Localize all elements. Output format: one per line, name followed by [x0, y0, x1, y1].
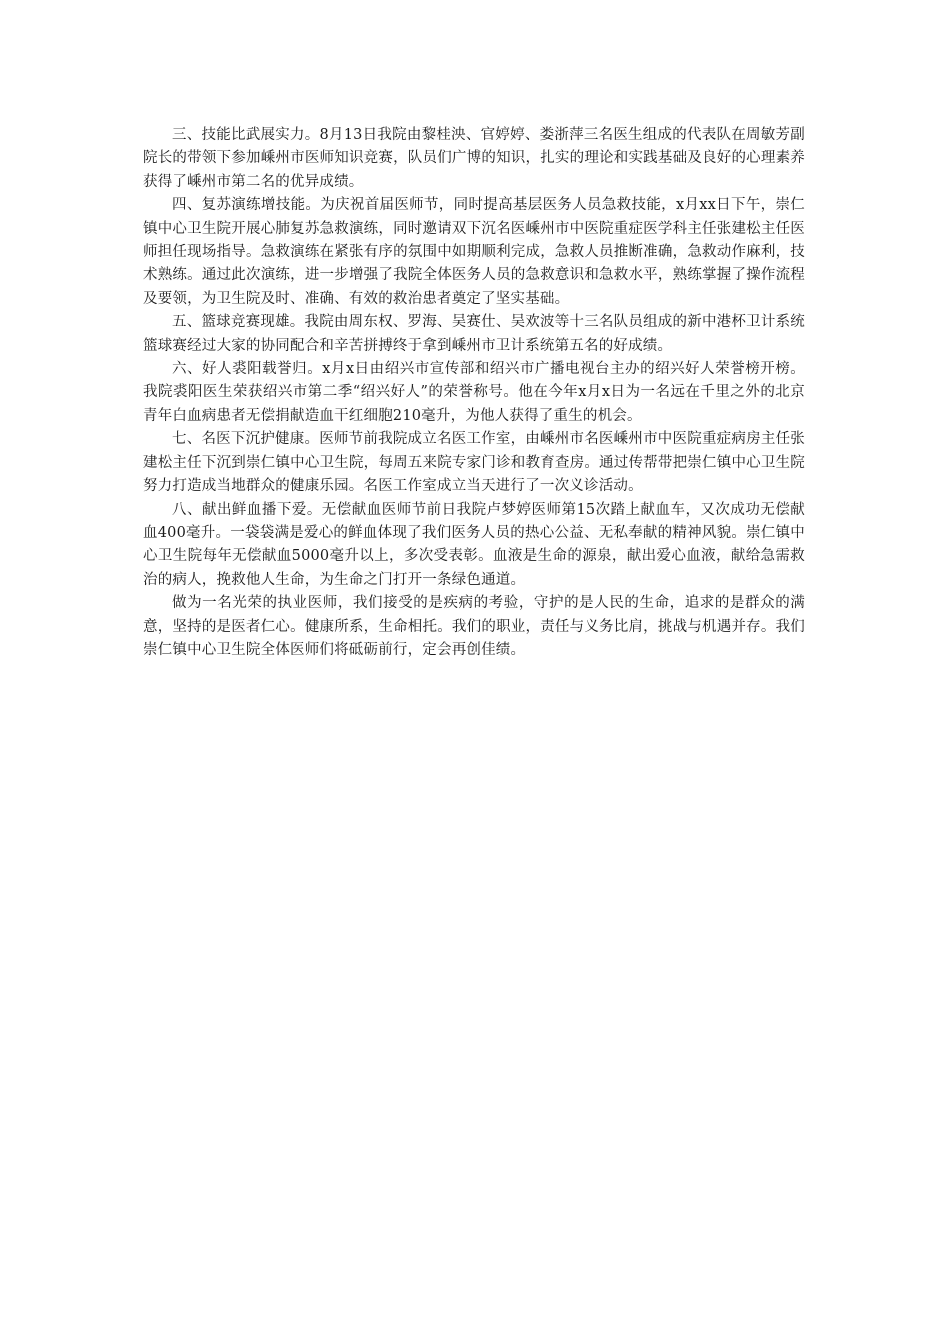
paragraph-blood-donation: 八、献出鲜血播下爱。无偿献血医师节前日我院卢梦婷医师第15次踏上献血车，又次成功无偿献血400毫升。一袋袋满是爱心的鲜血体现了我们医务人员的热心公益、无私奉献的精神风貌。崇仁镇中心卫生院每年无偿献血5000毫升以上，多次受表彰。血液是生命的源泉，献出爱心血液，献给急需救治的病人，挽救他人生命，为生命之门打开一条绿色通道。: [143, 501, 805, 588]
paragraph-basketball: 五、篮球竞赛现雄。我院由周东权、罗海、吴赛仕、吴欢波等十三名队员组成的新中港杯卫计系统篮球赛经过大家的协同配合和辛苦拼搏终于拿到嵊州市卫计系统第五名的好成绩。: [143, 314, 805, 354]
paragraph-good-person: 六、好人裘阳载誉归。x月x日由绍兴市宣传部和绍兴市广播电视台主办的绍兴好人荣誉榜开榜。我院裘阳医生荣获绍兴市第二季“绍兴好人”的荣誉称号。他在今年x月x日为一名远在千里之外的北京青年白血病患者无偿捐献造血干红细胞210毫升，为他人获得了重生的机会。: [143, 361, 805, 424]
document-body: [143, 124, 805, 662]
paragraph-cpr-drill: 四、复苏演练增技能。为庆祝首届医师节，同时提高基层医务人员急救技能，x月xx日下午，崇仁镇中心卫生院开展心肺复苏急救演练，同时邀请双下沉名医嵊州市中医院重症医学科主任张建松主任医师担任现场指导。急救演练在紧张有序的氛围中如期顺利完成，急救人员推断准确，急救动作麻利，技术熟练。通过此次演练，进一步增强了我院全体医务人员的急救意识和急救水平，熟练掌握了操作流程及要领，为卫生院及时、准确、有效的救治患者奠定了坚实基础。: [143, 197, 805, 307]
paragraph-skills-competition: 三、技能比武展实力。8月13日我院由黎桂泱、官婷婷、娄浙萍三名医生组成的代表队在周敏芳副院长的带领下参加嵊州市医师知识竞赛，队员们广博的知识，扎实的理论和实践基础及良好的心理素养获得了嵊州市第二名的优异成绩。: [143, 127, 805, 190]
paragraph-famous-doctor: 七、名医下沉护健康。医师节前我院成立名医工作室，由嵊州市名医嵊州市中医院重症病房主任张建松主任下沉到崇仁镇中心卫生院，每周五来院专家门诊和教育查房。通过传帮带把崇仁镇中心卫生院努力打造成当地群众的健康乐园。名医工作室成立当天进行了一次义诊活动。: [143, 431, 805, 495]
paragraph-conclusion: 做为一名光荣的执业医师，我们接受的是疾病的考验，守护的是人民的生命，追求的是群众的满意，坚持的是医者仁心。健康所系，生命相托。我们的职业，责任与义务比肩，挑战与机遇并存。我们崇仁镇中心卫生院全体医师们将砥砺前行，定会再创佳绩。: [143, 595, 805, 658]
